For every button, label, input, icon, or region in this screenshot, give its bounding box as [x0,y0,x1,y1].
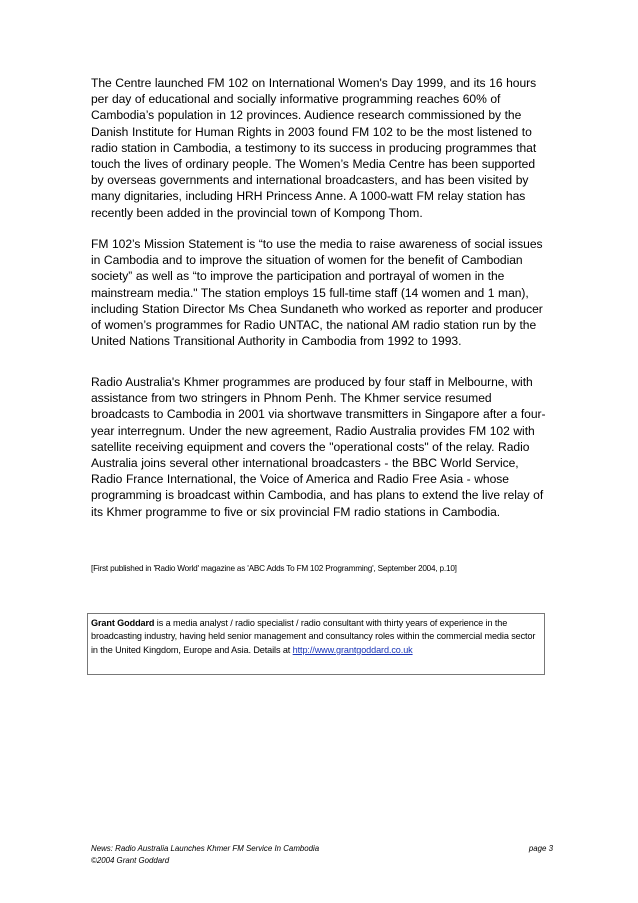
paragraph-mission-statement: FM 102’s Mission Statement is “to use the media to raise awareness of social issues in Cambodia and to improve the situation of women for the benefit of Cambodian society” as well as “to improve the participation and portrayal of women in the mainstream media." The station employs 15 full-time staff (14 women and 1 man), including Station Director Ms Chea Sundaneth who worked as reporter and producer of women’s programmes for Radio UNTAC, the national AM radio station run by the United Nations Transitional Authority in Cambodia from 1992 to 1993. [91,237,543,349]
author-bio-box [87,613,545,675]
author-bio-text: is a media analyst / radio specialist / radio consultant with thirty years of experience in the broadcasting industry, having held senior management and consultancy roles within the commercial media sector in the United Kingdom, Europe and Asia. Details at [91,618,536,655]
paragraph-radio-australia: Radio Australia's Khmer programmes are produced by four staff in Melbourne, with assistance from two stringers in Phnom Penh. The Khmer service resumed broadcasts to Cambodia in 2001 via shortwave transmitters in Singapore after a four-year interregnum. Under the new agreement, Radio Australia provides FM 102 with satellite receiving equipment and covers the "operational costs" of the relay. Radio Australia joins several other international broadcasters - the BBC World Service, Radio France International, the Voice of America and Radio Free Asia - whose programming is broadcast within Cambodia, and has plans to extend the live relay of its Khmer programme to five or six provincial FM radio stations in Cambodia. [91,375,546,519]
footer-article-title: News: Radio Australia Launches Khmer FM Service In Cambodia [91,844,320,853]
paragraph-fm102-launch: The Centre launched FM 102 on International Women's Day 1999, and its 16 hours per day of educational and socially informative programming reaches 60% of Cambodia’s population in 12 provinces. Audience research commissioned by the Danish Institute for Human Rights in 2003 found FM 102 to be the most listened to radio station in Cambodia, a testimony to its success in producing programmes that touch the lives of ordinary people. The Women’s Media Centre has been supported by overseas governments and international broadcasters, and has been visited by many dignitaries, including HRH Princess Anne. A 1000-watt FM relay station has recently been added in the provincial town of Kompong Thom. [91,76,537,220]
author-name: Grant Goddard [91,618,155,628]
footer-copyright: ©2004 Grant Goddard [91,855,170,865]
footer-page-number: page 3 [528,844,553,853]
author-website-link[interactable]: http://www.grantgoddard.co.uk [292,644,413,655]
page-footer [91,843,559,866]
publication-citation: [First published in 'Radio World' magazine as 'ABC Adds To FM 102 Programming', September 2004, p.10] [91,564,457,573]
